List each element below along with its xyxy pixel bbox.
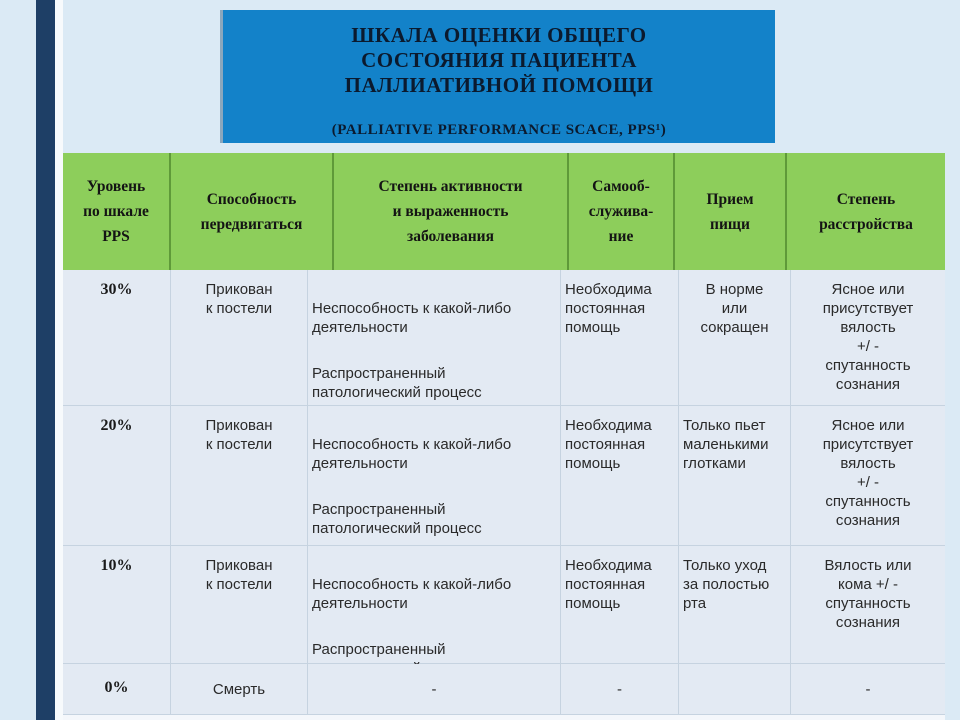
- consciousness-cell: Ясное или присутствует вялость +/ - спутанность сознания: [791, 406, 945, 545]
- activity-cell: -: [308, 664, 561, 714]
- consciousness-cell: Вялость или кома +/ - спутанность сознания: [791, 546, 945, 663]
- intake-cell: [679, 664, 791, 714]
- header-selfcare: [569, 153, 675, 270]
- header-label: Самооб- служива- ние: [588, 178, 654, 245]
- left-accent-bar: [36, 0, 55, 720]
- disease-text: Распространенный: [312, 641, 446, 658]
- table-header: [63, 153, 945, 270]
- table-row: [63, 546, 945, 664]
- activity-cell: [308, 546, 561, 663]
- pps-level-cell: 20%: [63, 406, 171, 545]
- header-label: Прием пищи: [706, 190, 754, 233]
- title-main: ШКАЛА ОЦЕНКИ ОБЩЕГО СОСТОЯНИЯ ПАЦИЕНТА ПАЛЛИАТИВНОЙ ПОМОЩИ: [344, 23, 654, 97]
- intake-cell: Только пьет маленькими глотками: [679, 406, 791, 545]
- title-subtitle: (PALLIATIVE PERFORMANCE SCACE, PPS¹): [331, 122, 667, 138]
- activity-text: Неспособность к какой-либо деятельности: [312, 576, 512, 612]
- disease-text: Распространенный патологический процесс: [312, 501, 482, 537]
- mobility-cell: Прикован к постели: [171, 406, 308, 545]
- selfcare-cell: -: [561, 664, 679, 714]
- activity-text: Неспособность к какой-либо деятельности: [312, 436, 512, 472]
- mobility-cell: Прикован к постели: [171, 546, 308, 663]
- header-intake: [675, 153, 787, 270]
- mobility-cell: Смерть: [171, 664, 308, 714]
- title-banner: [220, 10, 775, 143]
- activity-cell: [308, 270, 561, 405]
- activity-text: Неспособность к какой-либо деятельности: [312, 300, 512, 336]
- activity-cell: [308, 406, 561, 545]
- header-activity: [334, 153, 569, 270]
- pps-level-cell: 10%: [63, 546, 171, 663]
- intake-cell: Только уход за полостью рта: [679, 546, 791, 663]
- pps-level-cell: 0%: [63, 664, 171, 714]
- pps-level-cell: 30%: [63, 270, 171, 405]
- consciousness-cell: Ясное или присутствует вялость +/ - спутанность сознания: [791, 270, 945, 405]
- header-consciousness: [787, 153, 945, 270]
- header-label: Степень активности и выраженность заболевания: [378, 178, 523, 245]
- selfcare-cell: Необходима постоянная помощь: [561, 546, 679, 663]
- accent-gap: [55, 0, 63, 720]
- table-row: [63, 270, 945, 406]
- disease-text: Распространенный патологический процесс: [312, 365, 482, 401]
- mobility-cell: Прикован к постели: [171, 270, 308, 405]
- pps-table: [63, 153, 945, 720]
- selfcare-cell: Необходима постоянная помощь: [561, 270, 679, 405]
- header-label: Степень расстройства: [819, 190, 913, 233]
- consciousness-cell: -: [791, 664, 945, 714]
- table-row: [63, 406, 945, 546]
- table-row: [63, 664, 945, 715]
- header-label: Способность передвигаться: [200, 190, 303, 233]
- header-label: Уровень по шкале PPS: [83, 178, 149, 245]
- intake-cell: В норме или сокращен: [679, 270, 791, 405]
- table-body: [63, 270, 945, 720]
- selfcare-cell: Необходима постоянная помощь: [561, 406, 679, 545]
- header-pps-level: [63, 153, 171, 270]
- header-mobility: [171, 153, 334, 270]
